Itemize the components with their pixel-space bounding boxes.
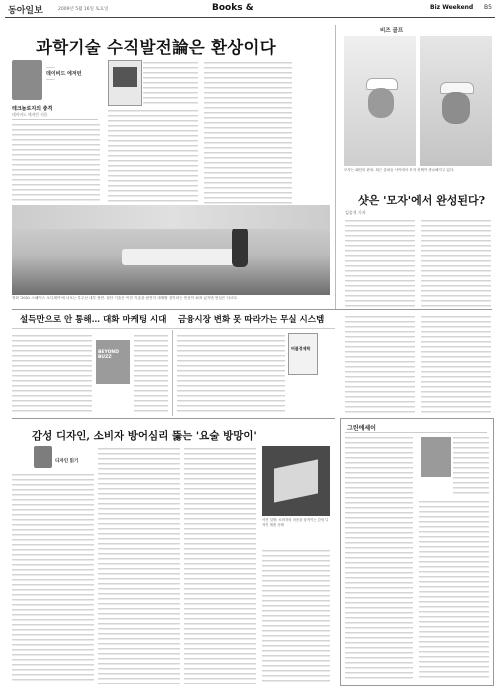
science-body-col2 [108, 108, 198, 204]
bottom-headline: 감성 디자인, 소비자 방어심리 뚫는 '요술 방망이' [32, 430, 257, 442]
book-cover [108, 60, 142, 106]
golfer-face-2 [442, 92, 470, 124]
masthead-rule [5, 17, 495, 18]
review2-book-label: 버블경제학 [291, 346, 311, 351]
review1-body [12, 333, 92, 415]
review1-headline: 설득만으로 안 통해… 대화 마케팅 시대 [20, 315, 167, 325]
weekend-label: Biz Weekend [430, 4, 474, 11]
review1-book-cover [96, 340, 130, 384]
book-title: 테크놀로지의 충격 [12, 106, 53, 112]
author-photo [12, 60, 42, 100]
issue-date: 2009년 5월 16일 토요일 [58, 7, 109, 12]
product-item [274, 459, 318, 502]
section-name: Books & [212, 3, 254, 13]
interview-caption: 모자는 패션의 완성. 최근 골퍼들 사이에서 모자 선택이 중요해지고 있다. [344, 168, 455, 172]
photo-figure [232, 227, 248, 267]
golfer-photo-2 [420, 36, 492, 166]
product-photo [262, 446, 330, 516]
science-body-col3 [143, 60, 198, 104]
review2-headline: 금융시장 변화 못 따라가는 무실 시스템 [178, 315, 325, 325]
science-body-col1 [12, 122, 100, 204]
bottom-body-col2 [98, 446, 180, 684]
sidebar-text-col2 [453, 435, 489, 495]
golfer-face-1 [368, 88, 394, 118]
bottom-body-col3 [184, 446, 256, 684]
book-author: 데이비드 에저턴 지음 [12, 112, 48, 117]
review2-body [177, 333, 285, 415]
review1-book-label: BEYOND BUZZ [98, 350, 119, 360]
book-series: ──── 데이비드 에저턴 ──── [46, 66, 82, 82]
photo-bed [122, 249, 242, 265]
columnist-name: 디자인 읽기 [55, 459, 79, 464]
bottom-figure-caption: 사진 설명: 소비자의 마음을 움직이는 감성 디자인 제품 사례 [262, 518, 329, 527]
interview-body-col3 [345, 314, 415, 414]
columnist-photo [34, 446, 52, 468]
paper-name: 동아일보 [8, 6, 43, 16]
sidebar-title: 그린에세이 [347, 425, 376, 432]
photo-wall [12, 205, 330, 229]
bottom-body-col4 [262, 548, 330, 684]
interview-headline: 샷은 '모자'에서 완성된다? [358, 194, 486, 207]
sidebar-text-col1 [345, 435, 413, 679]
page-number: B5 [484, 4, 492, 11]
sidebar-text-col3 [419, 499, 489, 679]
interview-body-col4 [421, 314, 491, 414]
review2-book-cover [288, 333, 318, 375]
sidebar-box [340, 418, 494, 686]
science-headline: 과학기술 수직발전論은 환상이다 [36, 38, 276, 57]
science-body-col4 [204, 60, 292, 204]
golfer-photo-1 [344, 36, 416, 166]
bottom-body-col1 [12, 472, 94, 684]
interview-byline: 김종석 기자 [345, 210, 366, 215]
interview-body-col1 [345, 218, 415, 310]
science-caption: 영화 '2001 스페이스 오디세이'에 나오는 우주선 내부 장면. 첨단 기술은 이전 기술을 완전히 대체할 것이라는 믿음이 퍼져 있지만 현실은 다르다. [12, 296, 239, 300]
interview-kicker: 비즈 골프 [380, 28, 404, 34]
review1-side [134, 333, 168, 415]
spaceship-photo [12, 205, 330, 295]
interview-body-col2 [421, 218, 491, 310]
sidebar-book-photo [421, 437, 451, 477]
